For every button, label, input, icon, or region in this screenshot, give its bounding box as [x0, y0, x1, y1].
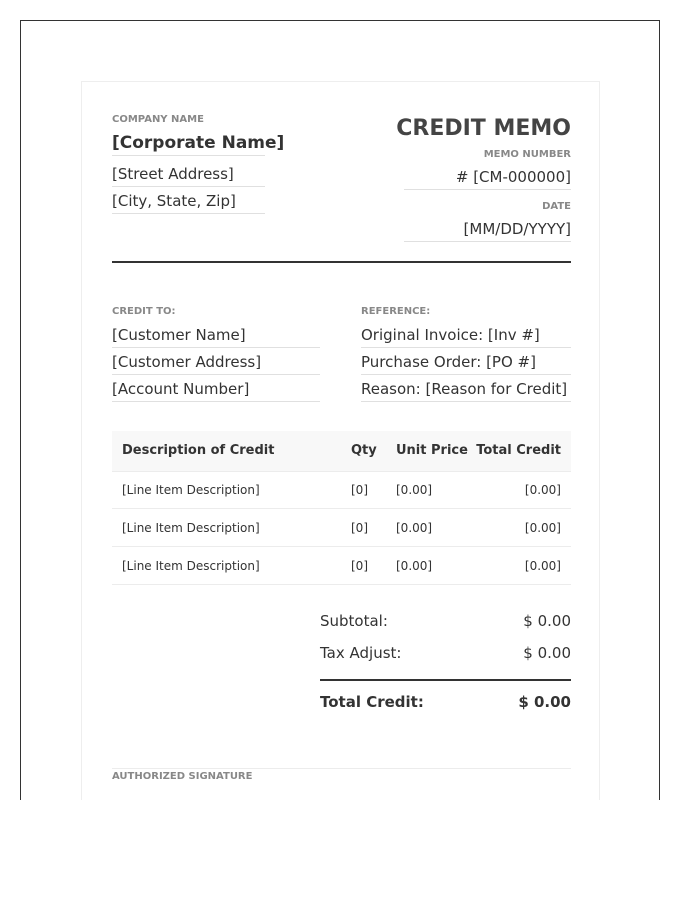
total-credit-label: Total Credit:: [320, 693, 424, 711]
tax-adjust-value: $ 0.00: [523, 644, 571, 662]
tax-adjust-label: Tax Adjust:: [320, 644, 402, 662]
row-1-qty[interactable]: [0]: [351, 483, 368, 497]
reason-field[interactable]: Reason: [Reason for Credit]: [361, 379, 571, 402]
subtotal-value: $ 0.00: [523, 612, 571, 630]
header-qty: Qty: [351, 443, 377, 458]
street-address-field[interactable]: [Street Address]: [112, 164, 265, 187]
customer-address-field[interactable]: [Customer Address]: [112, 352, 320, 375]
header-description: Description of Credit: [122, 443, 275, 458]
city-state-zip-field[interactable]: [City, State, Zip]: [112, 191, 265, 214]
row-3-qty[interactable]: [0]: [351, 559, 368, 573]
row-2-description[interactable]: [Line Item Description]: [122, 521, 260, 535]
signature-line: [112, 768, 571, 769]
date-field[interactable]: [MM/DD/YYYY]: [404, 219, 571, 242]
subtotal-label: Subtotal:: [320, 612, 388, 630]
company-name-label: COMPANY NAME: [112, 114, 204, 125]
row-3-total[interactable]: [0.00]: [524, 559, 561, 573]
row-2-qty[interactable]: [0]: [351, 521, 368, 535]
table-row-divider: [112, 584, 571, 585]
date-label: DATE: [542, 201, 571, 212]
total-credit-value: $ 0.00: [518, 693, 571, 711]
customer-name-field[interactable]: [Customer Name]: [112, 325, 320, 348]
row-3-unit-price[interactable]: [0.00]: [396, 559, 433, 573]
memo-title: CREDIT MEMO: [396, 116, 571, 141]
row-3-description[interactable]: [Line Item Description]: [122, 559, 260, 573]
memo-number-label: MEMO NUMBER: [483, 149, 571, 160]
row-2-unit-price[interactable]: [0.00]: [396, 521, 433, 535]
corporate-name-field[interactable]: [Corporate Name]: [112, 133, 265, 156]
purchase-order-field[interactable]: Purchase Order: [PO #]: [361, 352, 571, 375]
credit-to-label: CREDIT TO:: [112, 306, 176, 317]
authorized-signature-label: AUTHORIZED SIGNATURE: [112, 771, 253, 782]
memo-number-field[interactable]: # [CM-000000]: [404, 167, 571, 190]
header-divider: [112, 261, 571, 263]
row-1-total[interactable]: [0.00]: [524, 483, 561, 497]
totals-divider: [320, 679, 571, 681]
credit-memo-sheet: [81, 81, 600, 800]
header-unit-price: Unit Price: [396, 443, 468, 458]
row-1-unit-price[interactable]: [0.00]: [396, 483, 433, 497]
row-2-total[interactable]: [0.00]: [524, 521, 561, 535]
account-number-field[interactable]: [Account Number]: [112, 379, 320, 402]
reference-label: REFERENCE:: [361, 306, 431, 317]
original-invoice-field[interactable]: Original Invoice: [Inv #]: [361, 325, 571, 348]
row-1-description[interactable]: [Line Item Description]: [122, 483, 260, 497]
header-total-credit: Total Credit: [476, 443, 561, 458]
